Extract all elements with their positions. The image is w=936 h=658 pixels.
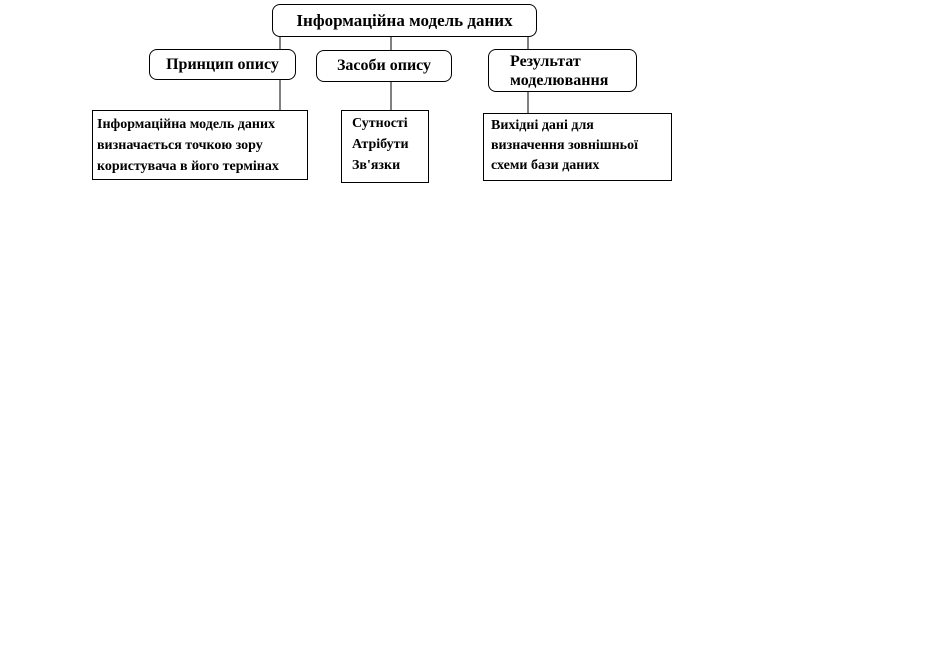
node-description-means bbox=[316, 50, 452, 82]
root-node bbox=[272, 4, 537, 37]
detail-line: Зв'язки bbox=[352, 158, 401, 173]
detail-line: схеми бази даних bbox=[491, 158, 600, 173]
detail-line: Вихідні дані для bbox=[491, 118, 594, 133]
detail-line: Атрібути bbox=[352, 137, 409, 152]
node-modeling-result bbox=[488, 49, 637, 92]
detail-line: Інформаційна модель даних bbox=[97, 117, 276, 132]
detail-line: визначення зовнішньої bbox=[491, 138, 638, 153]
node-modeling-result-label-line-2: моделювання bbox=[510, 72, 609, 89]
detail-line: визначається точкою зору bbox=[97, 138, 263, 153]
detail-line: Сутності bbox=[352, 116, 408, 131]
node-modeling-result-label-line-1: Результат bbox=[510, 53, 581, 70]
detail-line: користувача в його термінах bbox=[97, 159, 279, 174]
node-description-principle-label: Принцип опису bbox=[166, 55, 279, 73]
node-description-means-label: Засоби опису bbox=[336, 57, 432, 74]
detail-description-principle bbox=[92, 110, 308, 180]
detail-description-means bbox=[341, 110, 429, 183]
node-description-principle bbox=[149, 49, 296, 80]
root-node-label: Інформаційна модель даних bbox=[296, 10, 513, 30]
detail-modeling-result bbox=[483, 113, 672, 181]
